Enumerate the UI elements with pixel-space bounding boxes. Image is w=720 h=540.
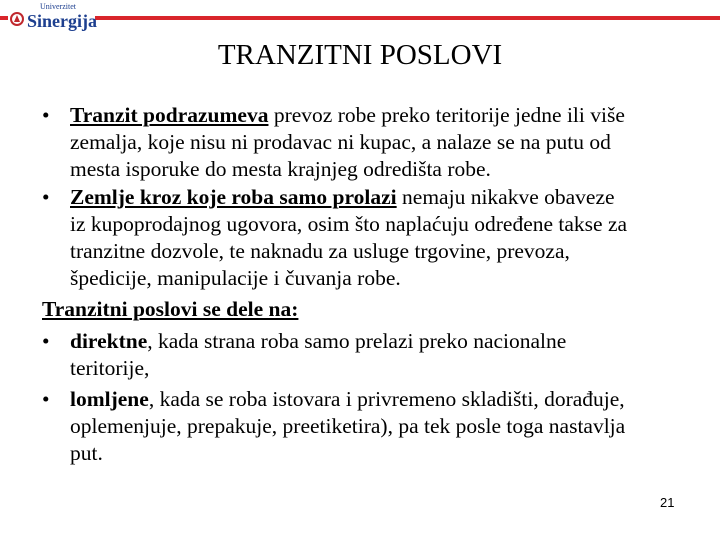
item-1-lead: Tranzit podrazumeva	[70, 103, 269, 127]
subitem-2-line-3: put.	[70, 441, 103, 465]
subitem-2-line-2: oplemenjuje, prepakuje, preetiketira), pa tek posle toga nastavlja	[70, 414, 626, 438]
emblem-icon	[10, 12, 24, 26]
page-number: 21	[660, 495, 675, 510]
header-rule-left	[0, 16, 8, 20]
slide-title: TRANZITNI POSLOVI	[217, 39, 503, 71]
subheading	[42, 296, 298, 323]
bullet: •	[42, 387, 50, 411]
text: , kada se roba istovara i privremeno skladišti, dorađuje,	[148, 387, 625, 411]
bullet: •	[42, 103, 50, 127]
item-2-lead: Zemlje kroz koje roba samo prolazi	[70, 185, 397, 209]
subitem-1-line-1	[70, 328, 566, 355]
university-logo	[10, 2, 97, 32]
item-2-line-2: iz kupoprodajnog ugovora, osim što naplaćuju određene takse za	[70, 212, 628, 236]
item-1-line-1	[70, 102, 625, 129]
subitem-2-lead: lomljene	[70, 387, 149, 411]
text: prevoz robe preko teritorije jedne ili više	[268, 103, 625, 127]
subheading-text: Tranzitni poslovi se dele na:	[42, 297, 299, 321]
bullet: •	[42, 185, 50, 209]
item-1-line-3: mesta isporuke do mesta krajnjeg odredišta robe.	[70, 157, 491, 181]
text: , kada strana roba samo prelazi preko nacionalne	[147, 329, 567, 353]
item-2-line-1	[70, 184, 615, 211]
logo-name: Sinergija	[27, 11, 97, 31]
subitem-1-lead: direktne	[70, 329, 148, 353]
item-1-line-2: zemalja, koje nisu ni prodavac ni kupac, a nalaze se na putu od	[70, 130, 611, 154]
bullet: •	[42, 329, 50, 353]
item-2-line-3: tranzitne dozvole, te naknadu za usluge trgovine, prevoza,	[70, 239, 570, 263]
subitem-2-line-1	[70, 386, 625, 413]
header-rule-right	[95, 16, 720, 20]
subitem-1-line-2: teritorije,	[70, 356, 150, 380]
logo-small-text: Univerzitet	[40, 2, 76, 11]
item-2-line-4: špedicije, manipulacije i čuvanja robe.	[70, 266, 401, 290]
text: nemaju nikakve obaveze	[396, 185, 615, 209]
